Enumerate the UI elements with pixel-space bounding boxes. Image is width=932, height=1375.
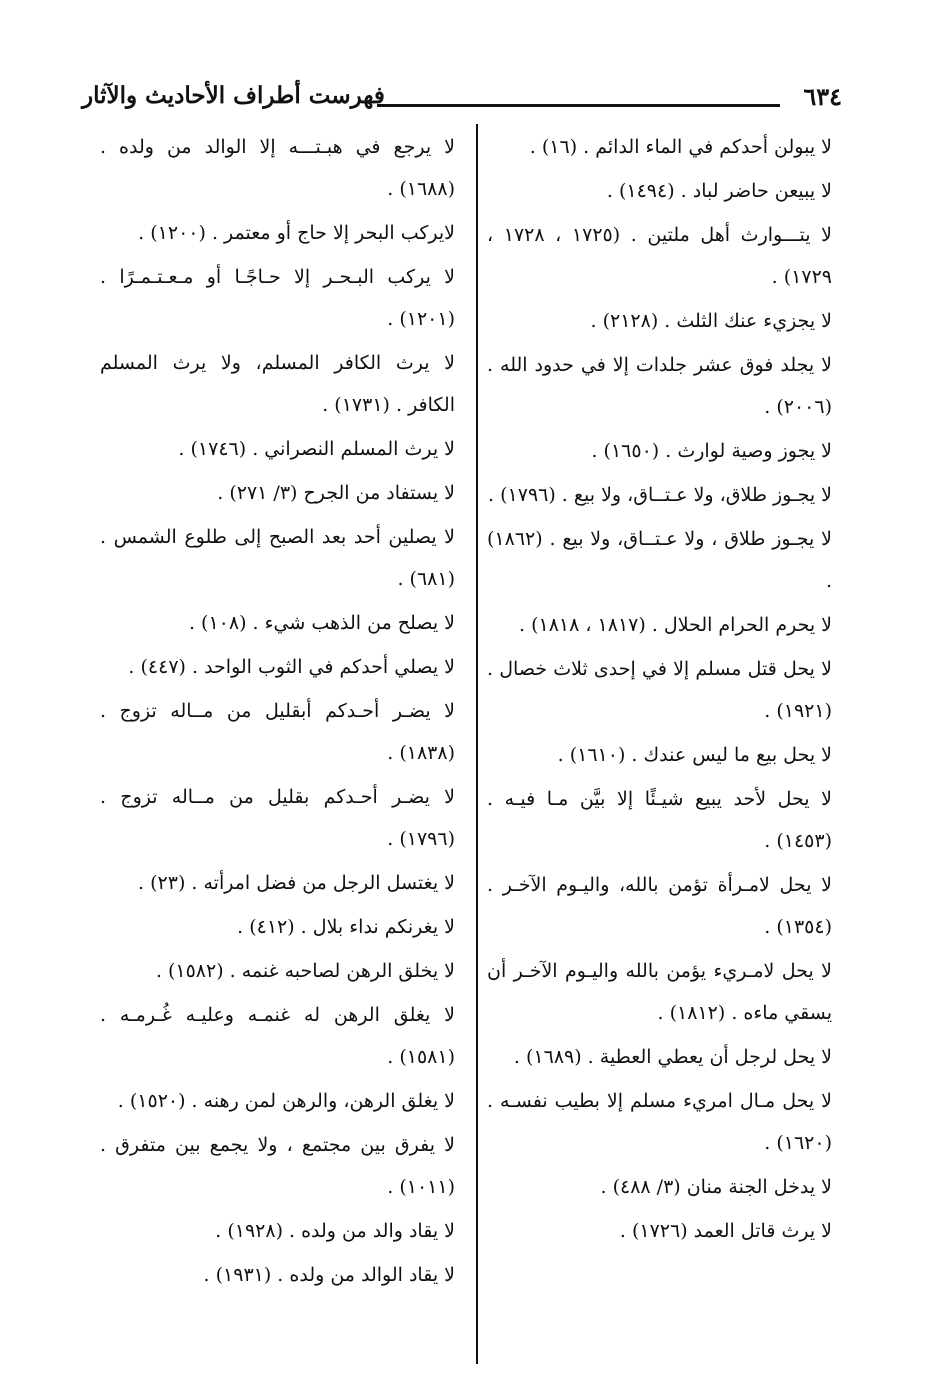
- header-rule: [377, 104, 780, 107]
- hadith-entry: لا يجلد فوق عشر جلدات إلا في حدود الله . (٢٠٠٦) .: [487, 354, 832, 418]
- right-column: [487, 126, 832, 1254]
- hadith-entry: لا يضـر أحـدكم أبقليل من مــاله تزوج . (١٨٣٨) .: [100, 700, 455, 764]
- hadith-entry: لا يحل قتل مسلم إلا في إحدى ثلاث خصال . (١٩٢١) .: [487, 658, 832, 722]
- hadith-entry: لايركب البحر إلا حاج أو معتمر . (١٢٠٠) .: [138, 222, 455, 244]
- page-number: ٦٣٤: [803, 82, 842, 111]
- hadith-entry: لا يخلق الرهن لصاحبه غنمه . (١٥٨٢) .: [155, 960, 455, 982]
- hadith-entry: لا يحل مـال امريء مسلم إلا بطيب نفسـه . (١٦٢٠) .: [487, 1090, 832, 1154]
- hadith-entry: لا يغلق الرهن له غنمـه وعليـه غُـرمـه . (١٥٨١) .: [100, 1004, 455, 1068]
- hadith-entry: لا يجزيء عنك الثلث . (٢١٢٨) .: [590, 310, 832, 332]
- hadith-entry: لا يركب البـحـر إلا حـاجًـا أو مـعـتـمـرًا . (١٢٠١) .: [100, 266, 455, 330]
- hadith-entry: لا يجوز وصية لوارث . (١٦٥٠) .: [591, 440, 832, 462]
- hadith-entry: لا يصلح من الذهب شيء . (١٠٨) .: [188, 612, 455, 634]
- column-divider: [476, 124, 478, 1364]
- hadith-entry: لا يقاد الوالد من ولده . (١٩٣١) .: [203, 1264, 455, 1286]
- hadith-entry: لا يحرم الحرام الحلال . (١٨١٧ ، ١٨١٨) .: [519, 614, 832, 636]
- hadith-entry: لا يتـــوارث أهل ملتين . (١٧٢٥ ، ١٧٢٨ ، ١٧٢٩) .: [487, 224, 832, 288]
- hadith-entry: لا يحل بيع ما ليس عندك . (١٦١٠) .: [557, 744, 832, 766]
- hadith-entry: لا يضـر أحـدكم بقليل من مــاله تزوج . (١٧٩٦) .: [100, 786, 455, 850]
- page-header: [82, 82, 842, 118]
- hadith-entry: لا يرجع في هبـتـــه إلا الوالد من ولده . (١٦٨٨) .: [100, 136, 455, 200]
- hadith-entry: لا يجـوز طلاق ، ولا عـتــاق، ولا بيع . (١٨٦٢) .: [487, 528, 832, 592]
- hadith-entry: لا يرث قاتل العمد (١٧٢٦) .: [619, 1220, 832, 1242]
- hadith-entry: لا يفرق بين مجتمع ، ولا يجمع بين متفرق . (١٠١١) .: [100, 1134, 455, 1198]
- hadith-entry: لا يغتسل الرجل من فضل امرأته . (٢٣) .: [138, 872, 455, 894]
- left-column: [100, 126, 455, 1298]
- hadith-entry: لا يبولن أحدكم في الماء الدائم . (١٦) .: [529, 136, 832, 158]
- hadith-entry: لا يصلي أحدكم في الثوب الواحد . (٤٤٧) .: [128, 656, 455, 678]
- hadith-entry: لا يبيعن حاضر لباد . (١٤٩٤) .: [606, 180, 832, 202]
- hadith-entry: لا يصلين أحد بعد الصبح إلى طلوع الشمس . (٦٨١) .: [100, 526, 455, 590]
- hadith-entry: لا يحل لرجل أن يعطي العطية . (١٦٨٩) .: [513, 1046, 832, 1068]
- hadith-entry: لا يغرنكم نداء بلال . (٤١٢) .: [237, 916, 455, 938]
- hadith-entry: لا يقاد والد من ولده . (١٩٢٨) .: [215, 1220, 455, 1242]
- hadith-entry: لا يحل لامـريء يؤمن بالله واليـوم الآخـر أن يسقي ماءه . (١٨١٢) .: [487, 960, 832, 1024]
- hadith-entry: لا يجـوز طلاق، ولا عـتــاق، ولا بيع . (١٧٩٦) .: [488, 484, 832, 506]
- hadith-entry: لا يرث الكافر المسلم، ولا يرث المسلم الكافر . (١٧٣١) .: [100, 352, 455, 416]
- hadith-entry: لا يغلق الرهن، والرهن لمن رهنه . (١٥٢٠) .: [117, 1090, 455, 1112]
- hadith-entry: لا يرث المسلم النصراني . (١٧٤٦) .: [178, 438, 455, 460]
- hadith-entry: لا يدخل الجنة منان (٣/ ٤٨٨) .: [600, 1176, 832, 1198]
- hadith-entry: لا يحل لامـرأة تؤمن بالله، واليـوم الآخـر . (١٣٥٤) .: [487, 874, 832, 938]
- hadith-entry: لا يحل لأحد يبيع شيـئًا إلا بيَّن مـا فيـه . (١٤٥٣) .: [487, 788, 832, 852]
- running-title: فهرست أطراف الأحاديث والآثار: [82, 82, 385, 109]
- hadith-entry: لا يستفاد من الجرح (٣/ ٢٧١) .: [217, 482, 455, 504]
